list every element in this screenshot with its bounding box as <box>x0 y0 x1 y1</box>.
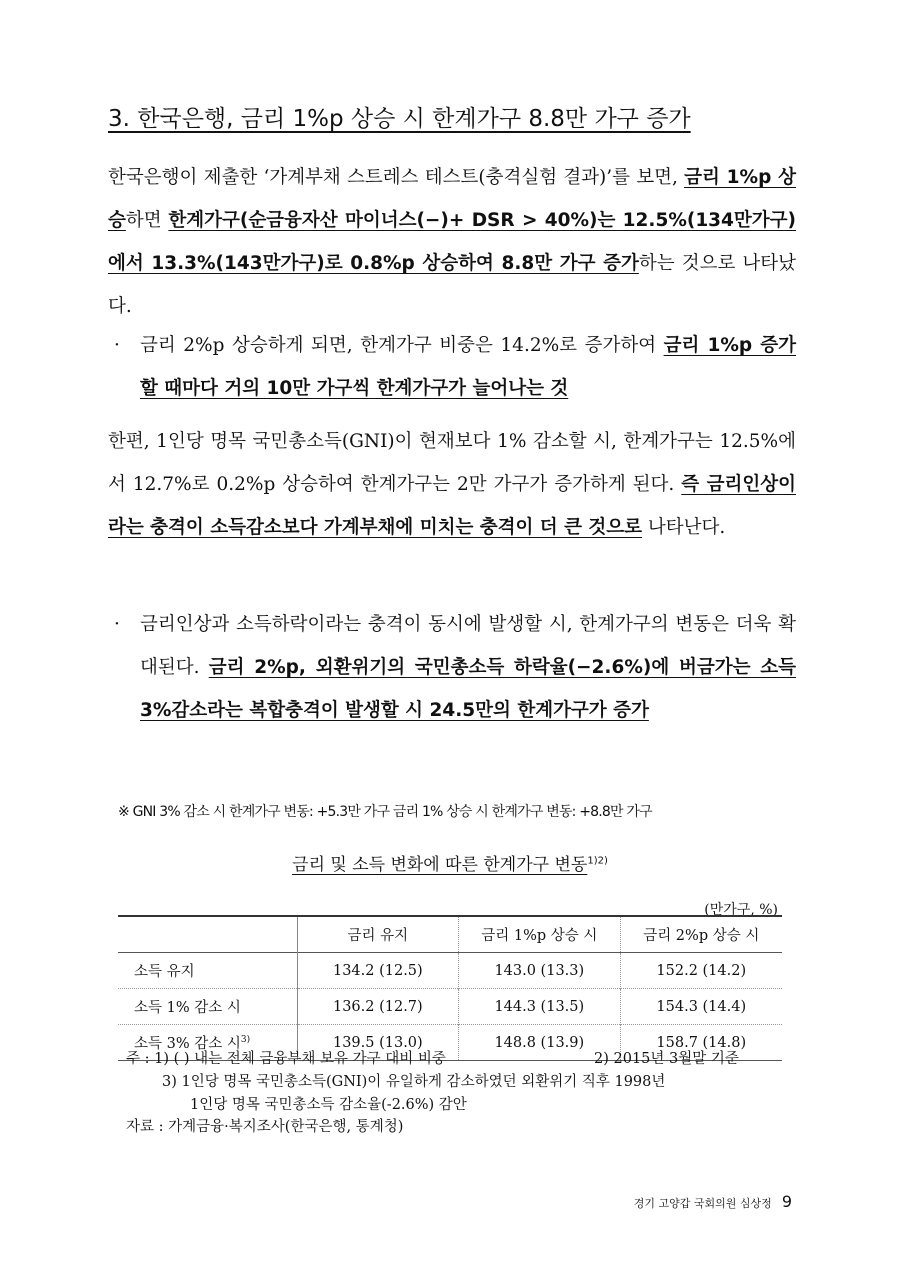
bullet-combined-shock <box>110 603 796 732</box>
table-cell: 152.2 (14.2) <box>620 953 782 989</box>
header-cell: 금리 2%p 상승 시 <box>620 916 782 953</box>
footnote-3: 3) 1인당 명목 국민총소득(GNI)이 유일하게 감소하였던 외환위기 직후 1998년 <box>162 1074 666 1090</box>
paragraph-income-shock <box>108 420 796 549</box>
table-cell: 134.2 (12.5) <box>297 953 458 989</box>
emphasis: 즉 금리인상이라는 충격이 소득감소보다 가계부채에 미치는 충격이 더 큰 것으로 <box>108 474 797 538</box>
header-cell: 금리 1%p 상승 시 <box>459 916 620 953</box>
footnote-3-continued: 1인당 명목 국민총소득 감소율(-2.6%) 감안 <box>190 1097 467 1113</box>
text: 한편, 1인당 명목 국민총소득(GNI)이 현재보다 1% 감소할 시, 한계가구는 12.5%에서 12.7%로 0.2%p 상승하여 한계가구는 2만 가구가 증가하게 된다. <box>108 431 796 495</box>
page-footer <box>634 1192 792 1211</box>
emphasis: 금리 1%p 상승 <box>108 167 796 231</box>
table-row <box>118 989 782 1025</box>
emphasis: 금리 1%p 증가할 때마다 거의 10만 가구씩 한계가구가 늘어나는 것 <box>140 335 796 399</box>
row-label <box>118 989 297 1025</box>
source-note: 자료 : 가계금융·복지조사(한국은행, 통계청) <box>126 1119 404 1135</box>
paragraph-stress-test <box>108 156 796 328</box>
header-cell <box>118 916 297 953</box>
bullet-marker: · <box>114 614 120 635</box>
emphasis: 한계가구(순금융자산 마이너스(−)+ DSR > 40%)는 12.5%(134만가구)에서 13.3%(143만가구)로 0.8%p 상승하여 8.8만 가구 증가 <box>108 210 796 274</box>
section-heading: 3. 한국은행, 금리 1%p 상승 시 한계가구 8.8만 가구 증가 <box>108 106 691 132</box>
table-row <box>118 953 782 989</box>
table-title-text: 금리 및 소득 변화에 따른 한계가구 변동 <box>292 855 588 875</box>
text: 하는 것으로 나타났다. <box>108 253 796 317</box>
row-label <box>118 953 297 989</box>
page-number: 9 <box>781 1192 792 1211</box>
text: 나타난다. <box>642 517 726 538</box>
footer-author: 경기 고양갑 국회의원 심상정 <box>633 1197 772 1210</box>
text: 한국은행이 제출한 ‘가계부채 스트레스 테스트(충격실험 결과)’를 보면, <box>108 167 685 188</box>
row-label-text: 소득 유지 <box>134 964 195 980</box>
table-cell: 158.7 (14.8) <box>620 1025 782 1061</box>
text: 하면 <box>125 210 169 231</box>
footnote-2: 2) 2015년 3월말 기준 <box>594 1051 739 1067</box>
bullet-marker: · <box>114 335 120 356</box>
row-label-text: 소득 3% 감소 시 <box>134 1036 241 1052</box>
text: 금리인상과 소득하락이라는 충격이 동시에 발생할 시, 한계가구의 변동은 더욱 확대된다. <box>140 614 796 678</box>
table-cell: 154.3 (14.4) <box>620 989 782 1025</box>
table-header-row <box>118 916 782 953</box>
text: 금리 2%p 상승하게 되면, 한계가구 비중은 14.2%로 증가하여 <box>140 335 664 356</box>
table-cell: 139.5 (13.0) <box>297 1025 458 1061</box>
footnote-1: 주 : 1) ( ) 내는 전체 금융부채 보유 가구 대비 비중 <box>126 1051 446 1067</box>
table-cell: 144.3 (13.5) <box>459 989 620 1025</box>
table-unit: (만가구, %) <box>704 902 778 918</box>
header-cell: 금리 유지 <box>297 916 458 953</box>
table-cell: 136.2 (12.7) <box>297 989 458 1025</box>
emphasis: 금리 2%p, 외환위기의 국민총소득 하락율(−2.6%)에 버금가는 소득 3%감소라는 복합충격이 발생할 시 24.5만의 한계가구가 증가 <box>140 657 796 721</box>
bullet-rate-increase <box>110 324 796 410</box>
row-label-text: 소득 1% 감소 시 <box>134 1000 241 1016</box>
table-cell: 143.0 (13.3) <box>459 953 620 989</box>
marginal-household-table <box>118 915 782 1061</box>
row-label-footnote: 3) <box>240 1035 251 1046</box>
reference-note: ※ GNI 3% 감소 시 한계가구 변동: +5.3만 가구 금리 1% 상승 시 한계가구 변동: +8.8만 가구 <box>118 804 652 820</box>
table-title <box>0 850 900 875</box>
table-title-footnote: 1)2) <box>587 855 608 867</box>
table-cell: 148.8 (13.9) <box>459 1025 620 1061</box>
